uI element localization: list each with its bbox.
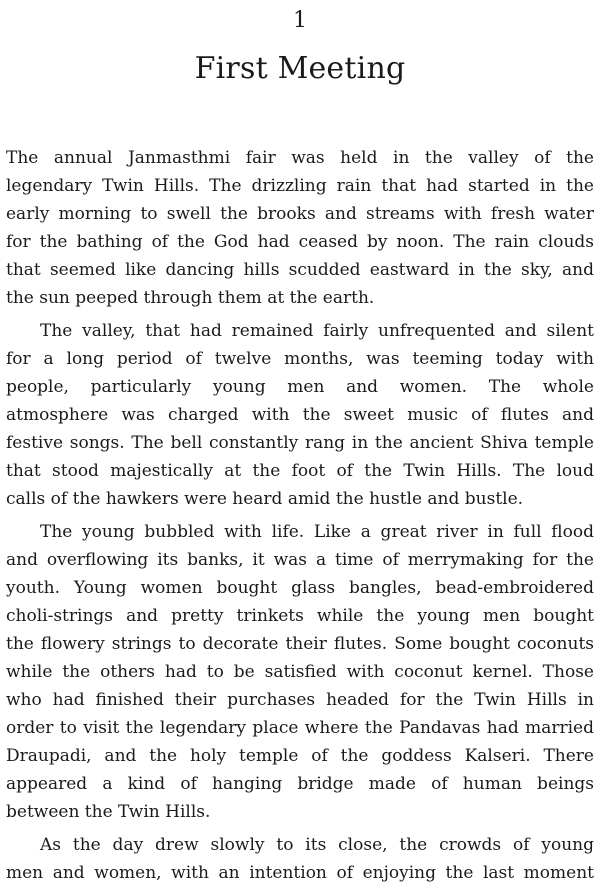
text-line: for the bathing of the God had ceased by noon. The rain clouds <box>6 232 594 252</box>
text-line: legendary Twin Hills. The drizzling rain that had started in the <box>6 176 594 196</box>
chapter-title: First Meeting <box>194 51 406 86</box>
text-line: early morning to swell the brooks and streams with fresh water <box>6 204 594 224</box>
text-line: Draupadi, and the holy temple of the goddess Kalseri. There <box>6 746 594 766</box>
text-line: calls of the hawkers were heard amid the hustle and bustle. <box>6 489 524 509</box>
text-line: who had finished their purchases headed for the Twin Hills in <box>6 690 594 710</box>
text-line: that stood majestically at the foot of the Twin Hills. The loud <box>6 461 594 481</box>
paragraph-2 <box>6 317 594 513</box>
chapter-body <box>6 144 594 892</box>
text-line: The annual Janmasthmi fair was held in the valley of the <box>6 148 594 168</box>
text-line: atmosphere was charged with the sweet music of flutes and <box>6 405 594 425</box>
chapter-number: 1 <box>293 8 307 33</box>
text-line: for a long period of twelve months, was teeming today with <box>6 349 594 369</box>
text-line: while the others had to be satisfied with coconut kernel. Those <box>6 662 594 682</box>
text-line: appeared a kind of hanging bridge made of human beings <box>6 774 594 794</box>
text-line: youth. Young women bought glass bangles, bead-embroidered <box>6 578 594 598</box>
text-line: The young bubbled with life. Like a great river in full flood <box>40 522 594 542</box>
text-line: people, particularly young men and women. The whole <box>6 377 594 397</box>
text-line: the sun peeped through them at the earth. <box>6 288 375 308</box>
text-line: and overflowing its banks, it was a time of merrymaking for the <box>6 550 594 570</box>
text-line: men and women, with an intention of enjoying the last moment <box>6 863 594 883</box>
paragraph-3 <box>6 518 594 826</box>
text-line: festive songs. The bell constantly rang in the ancient Shiva temple <box>6 433 594 453</box>
paragraph-1 <box>6 144 594 312</box>
text-line: As the day drew slowly to its close, the crowds of young <box>40 835 594 855</box>
text-line: that seemed like dancing hills scudded eastward in the sky, and <box>6 260 594 280</box>
paragraph-4 <box>6 831 594 887</box>
text-line: the flowery strings to decorate their flutes. Some bought coconuts <box>6 634 594 654</box>
text-line: order to visit the legendary place where the Pandavas had married <box>6 718 594 738</box>
text-line: The valley, that had remained fairly unfrequented and silent <box>40 321 594 341</box>
text-line: choli-strings and pretty trinkets while the young men bought <box>6 606 594 626</box>
text-line: between the Twin Hills. <box>6 802 211 822</box>
